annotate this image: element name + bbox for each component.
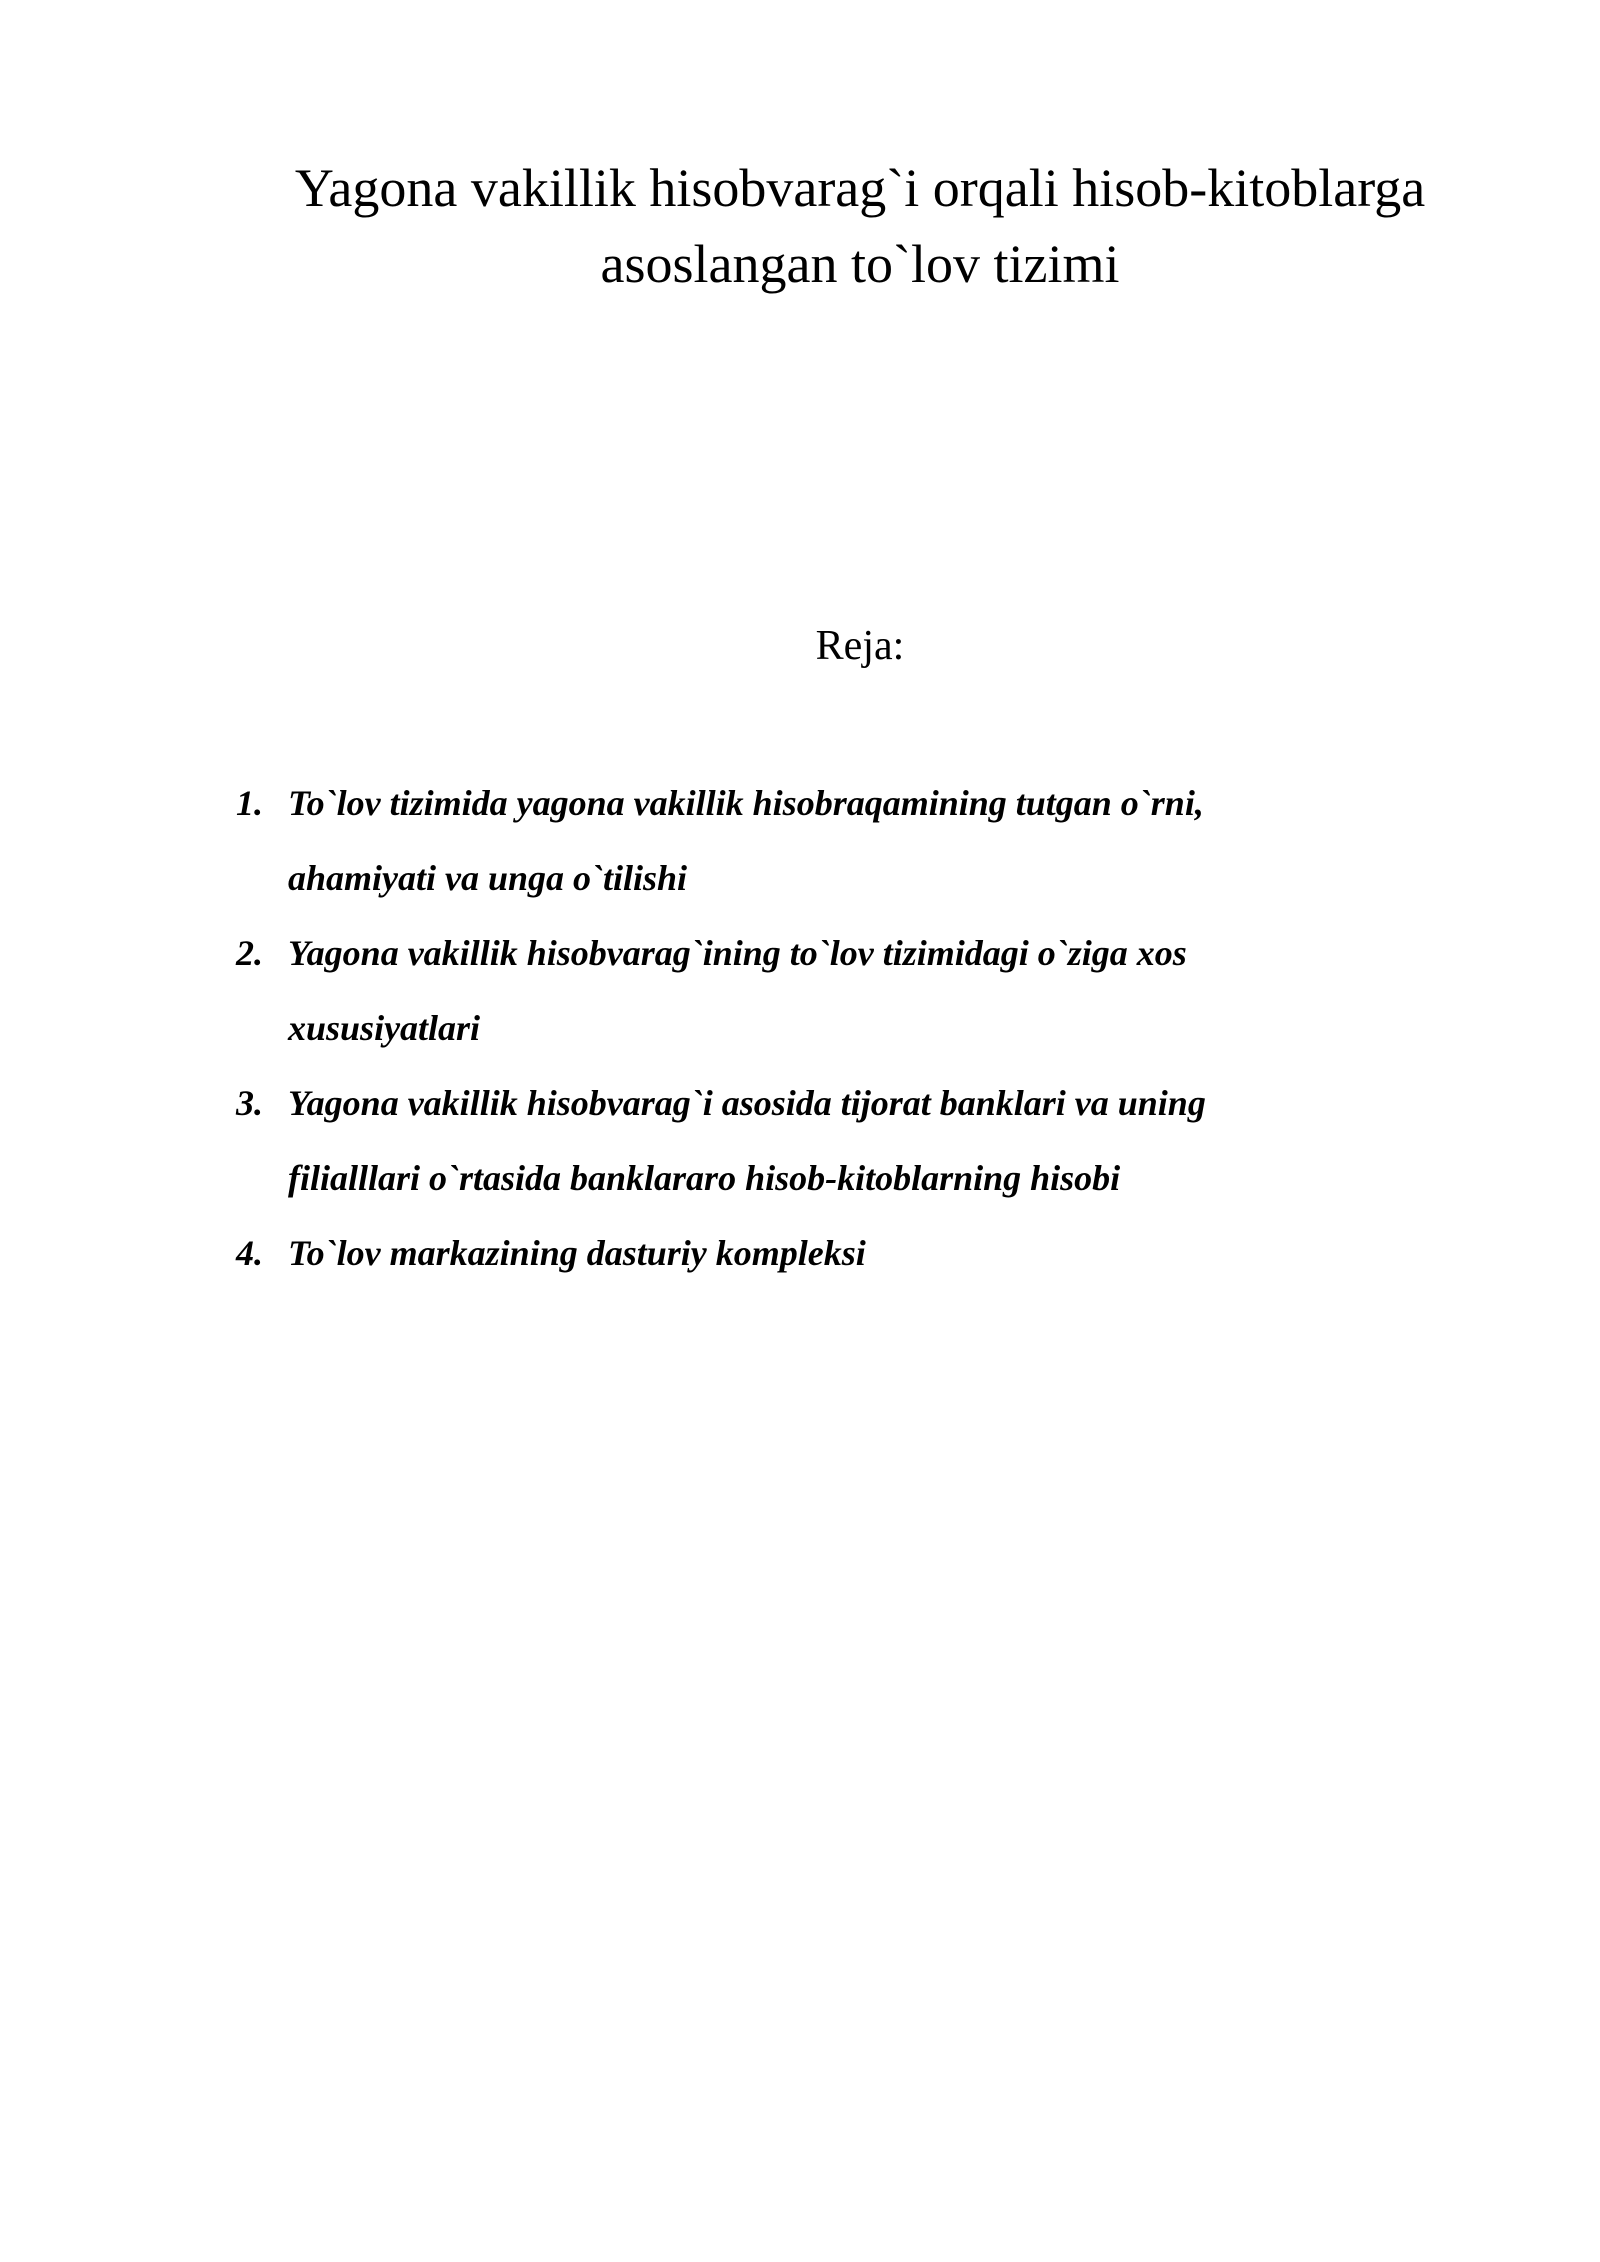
plan-item-text-continued: xususiyatlari: [288, 1008, 481, 1048]
plan-item-number: 2.: [236, 933, 263, 973]
plan-list: [236, 766, 1436, 1291]
plan-item-text: Yagona vakillik hisobvarag`ining to`lov tizimidagi o`ziga xos: [288, 933, 1187, 973]
plan-item: [236, 1216, 1436, 1291]
title-line-1: Yagona vakillik hisobvarag`i orqali hisob-kitoblarga: [294, 158, 1426, 218]
plan-item: [236, 916, 1436, 1066]
plan-item-text: Yagona vakillik hisobvarag`i asosida tijorat banklari va uning: [288, 1083, 1206, 1123]
plan-item-text: To`lov markazining dasturiy kompleksi: [288, 1233, 866, 1273]
plan-item: [236, 766, 1436, 916]
plan-item-number: 4.: [236, 1233, 263, 1273]
document-title: [160, 150, 1560, 302]
title-line-2: asoslangan to`lov tizimi: [600, 234, 1120, 294]
plan-item-number: 3.: [236, 1083, 263, 1123]
plan-item-text: To`lov tizimida yagona vakillik hisobraqamining tutgan o`rni,: [288, 783, 1204, 823]
plan-heading: Reja:: [815, 623, 905, 669]
plan-item: [236, 1066, 1436, 1216]
plan-item-text-continued: ahamiyati va unga o`tilishi: [288, 858, 688, 898]
plan-item-text-continued: filialllari o`rtasida banklararo hisob-kitoblarning hisobi: [288, 1158, 1121, 1198]
plan-item-number: 1.: [236, 783, 263, 823]
